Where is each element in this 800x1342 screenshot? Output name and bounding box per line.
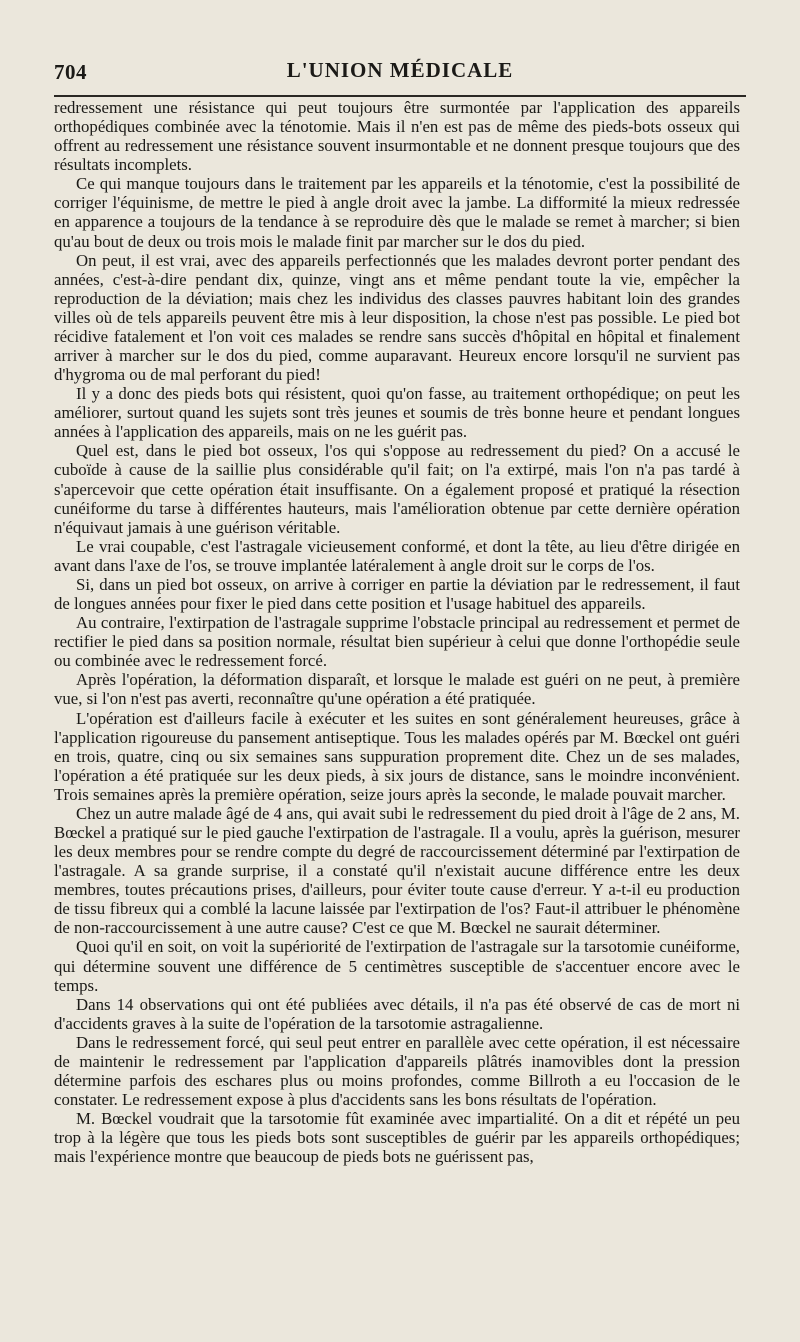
running-head: L'UNION MÉDICALE <box>286 58 514 82</box>
paragraph: Quel est, dans le pied bot osseux, l'os qui s'oppose au redressement du pied? On a accusé le cuboïde à cause de la saillie plus considérable qu'il fait; on l'a extirpé, mais l'on n'a pas tardé à s'apercevoir que cette opération était insuffisante. On a également proposé et pratiqué la résection cunéiforme du tarse à différentes hauteurs, mais l'amélioration obtenue par cette dernière opération n'équivaut jamais à une guérison véritable. <box>54 441 740 537</box>
paragraph: Après l'opération, la déformation disparaît, et lorsque le malade est guéri on ne peut, à première vue, si l'on n'est pas averti, reconnaître qu'une opération a été pratiquée. <box>54 670 740 709</box>
paragraph: M. Bœckel voudrait que la tarsotomie fût examinée avec impartialité. On a dit et répété un peu trop à la légère que tous les pieds bots sont susceptibles de guérir par les appareils orthopédiques; mais l'expérience montre que beaucoup de pieds bots ne guérissent pas, <box>54 1109 740 1167</box>
body-text <box>54 98 740 1166</box>
paragraph: Chez un autre malade âgé de 4 ans, qui avait subi le redressement du pied droit à l'âge de 2 ans, M. Bœckel a pratiqué sur le pied gauche l'extirpation de l'astragale. Il a voulu, après la guérison, mesurer les deux membres pour se rendre compte du degré de raccourcissement déterminé par l'extirpation de l'astragale. A sa grande surprise, il a constaté qu'il n'existait aucune différence entre les deux membres, toutes précautions prises, d'ailleurs, pour éviter toute cause d'erreur. Y a-t-il eu production de tissu fibreux qui a comblé la lacune laissée par l'extirpation de l'os? Faut-il attribuer le phénomène de non-raccourcissement à une autre cause? C'est ce que M. Bœckel ne saurait déterminer. <box>54 803 740 938</box>
page-number: 704 <box>54 60 87 84</box>
paragraph: Le vrai coupable, c'est l'astragale vicieusement conformé, et dont la tête, au lieu d'être dirigée en avant dans l'axe de l'os, se trouve implantée latéralement à angle droit sur le corps de l'os. <box>54 536 740 575</box>
paragraph: L'opération est d'ailleurs facile à exécuter et les suites en sont généralement heureuses, grâce à l'application rigoureuse du pansement antiseptique. Tous les malades opérés par M. Bœckel ont guéri en trois, quatre, cinq ou six semaines sans suppuration proprement dite. Chez un de ses malades, l'opération a été pratiquée sur les deux pieds, à six jours de distance, sans le moindre inconvénient. Trois semaines après la première opération, seize jours après la seconde, le malade pouvait marcher. <box>54 708 740 804</box>
paragraph: Quoi qu'il en soit, on voit la supériorité de l'extirpation de l'astragale sur la tarsotomie cunéiforme, qui détermine souvent une différence de 5 centimètres susceptible de s'accentuer encore avec le temps. <box>54 937 740 995</box>
paragraph: Ce qui manque toujours dans le traitement par les appareils et la ténotomie, c'est la possibilité de corriger l'équinisme, de mettre le pied à angle droit avec la jambe. La difformité la mieux redressée en apparence a toujours de la tendance à se reproduire dès que le malade se remet à marcher; si bien qu'au bout de deux ou trois mois le malade finit par marcher sur le dos du pied. <box>54 174 740 251</box>
paragraph: Dans le redressement forcé, qui seul peut entrer en parallèle avec cette opération, il est nécessaire de maintenir le redressement par l'application d'appareils plâtrés inamovibles dont la pression détermine parfois des eschares plus ou moins profondes, comme Billroth a eu l'occasion de le constater. Le redressement expose à plus d'accidents sans les bons résultats de l'opération. <box>54 1032 740 1110</box>
paragraph: On peut, il est vrai, avec des appareils perfectionnés que les malades devront porter pendant des années, c'est-à-dire pendant dix, quinze, vingt ans et même pendant toute la vie, empêcher la reproduction de la déviation; mais chez les individus des classes pauvres habitant loin des grandes villes où de tels appareils peuvent être mis à leur disposition, la chose n'est pas possible. Le pied bot récidive fatalement et l'on voit ces malades se rendre sans succès d'hôpital en hôpital et finalement arriver à marcher sur le dos du pied, comme auparavant. Heureux encore lorsqu'il ne survient pas d'hygroma ou de mal perforant du pied! <box>54 250 740 385</box>
paragraph: Dans 14 observations qui ont été publiées avec détails, il n'a pas été observé de cas de mort ni d'accidents graves à la suite de l'opération de la tarsotomie astragalienne. <box>54 994 740 1033</box>
header-rule <box>54 95 746 97</box>
paragraph: Si, dans un pied bot osseux, on arrive à corriger en partie la déviation par le redressement, il faut de longues années pour fixer le pied dans cette position et l'usage habituel des appareils. <box>54 574 740 614</box>
paragraph: Il y a donc des pieds bots qui résistent, quoi qu'on fasse, au traitement orthopédique; on peut les améliorer, surtout quand les sujets sont très jeunes et soumis de très bonne heure et pendant longues années à l'application des appareils, mais on ne les guérit pas. <box>54 384 740 442</box>
paragraph: redressement une résistance qui peut toujours être surmontée par l'application des appareils orthopédiques combinée avec la ténotomie. Mais il n'en est pas de même des pieds-bots osseux qui offrent au redressement une résistance souvent insurmontable et ne donnent presque toujours que des résultats incomplets. <box>54 98 740 175</box>
paragraph: Au contraire, l'extirpation de l'astragale supprime l'obstacle principal au redressement et permet de rectifier le pied dans sa position normale, résultat bien supérieur à celui que donne l'orthopédie seule ou combinée avec le redressement forcé. <box>54 613 740 671</box>
